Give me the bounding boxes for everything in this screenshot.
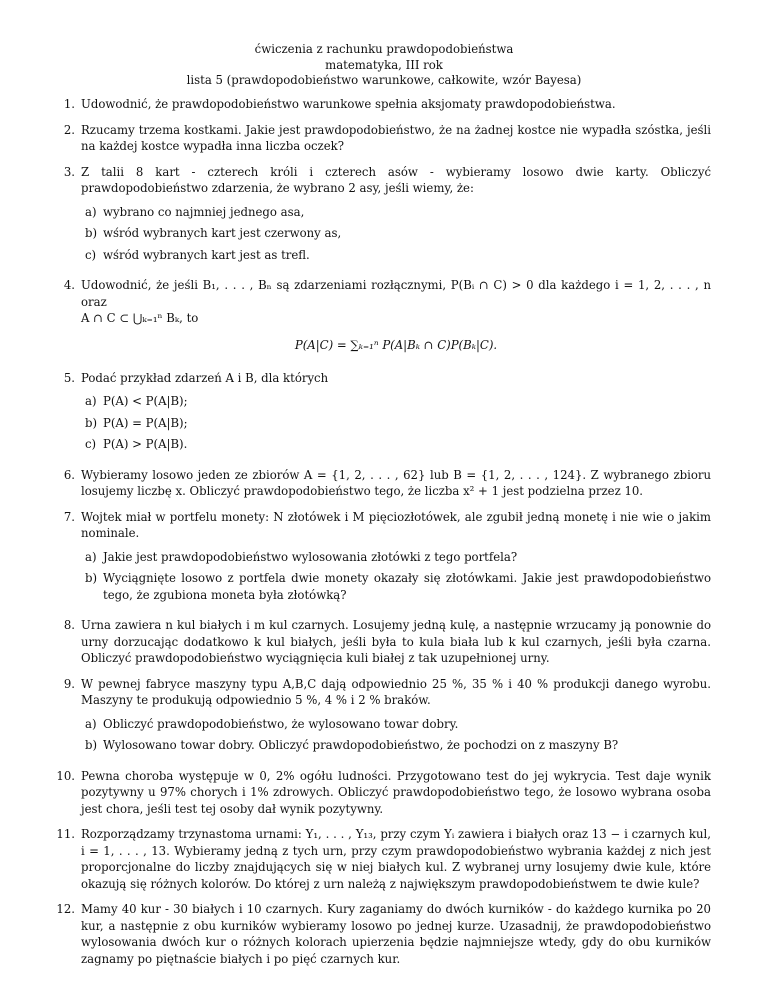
subitem-list bbox=[85, 549, 711, 604]
problem-number: 6. bbox=[63, 467, 75, 482]
problem-7 bbox=[55, 509, 711, 609]
problem-number: 3. bbox=[63, 164, 75, 179]
problem-body bbox=[81, 277, 711, 361]
subitem-list bbox=[85, 204, 711, 264]
subitem-text: Wylosowano towar dobry. Obliczyć prawdopodobieństwo, że pochodzi on z maszyny B? bbox=[103, 738, 619, 752]
problem-text: Mamy 40 kur - 30 białych i 10 czarnych. Kury zaganiamy do dwóch kurników - do każdego kurnika po 20 kur, a następnie z obu kurników wybieramy losowo po jednej kurze. Uzasadnij, że prawdopodobieństwo wylosowania dwóch kur o różnych kolorach upierzenia będzie najmniejsze wtedy, gdy do obu kurników zagnamy po piętnaście białych i po pięć czarnych kur. bbox=[81, 902, 711, 966]
subitem-text: P(A) = P(A|B); bbox=[103, 415, 188, 430]
subitem-text: wśród wybranych kart jest czerwony as, bbox=[103, 226, 342, 240]
problem-12 bbox=[55, 901, 711, 967]
problem-text: W pewnej fabryce maszyny typu A,B,C dają odpowiednio 25 %, 35 % i 40 % produkcji danego wyrobu. Maszyny te produkują odpowiednio 5 %, 4 % i 2 % braków. bbox=[81, 676, 711, 707]
problem-text: Wybieramy losowo jeden ze zbiorów A = {1, 2, . . . , 62} lub B = {1, 2, . . . , 124}. Z wybranego zbioru losujemy liczbę x. Obliczyć prawdopodobieństwo tego, że liczba x² + 1 jest podzielna przez 10. bbox=[81, 467, 711, 498]
problem-body bbox=[81, 164, 711, 269]
problem-4 bbox=[55, 277, 711, 361]
subitem-label: b) bbox=[85, 226, 98, 240]
subitem-b bbox=[85, 570, 711, 603]
problem-text: Udowodnić, że prawdopodobieństwo warunkowe spełnia aksjomaty prawdopodobieństwa. bbox=[81, 97, 616, 111]
problem-text: Rzucamy trzema kostkami. Jakie jest prawdopodobieństwo, że na żadnej kostce nie wypadła szóstka, jeśli na każdej kostce wypadła inna liczba oczek? bbox=[81, 122, 711, 153]
subitem-text: Jakie jest prawdopodobieństwo wylosowania złotówki z tego portfela? bbox=[103, 549, 518, 564]
problem-number: 1. bbox=[63, 97, 75, 111]
problem-3 bbox=[55, 164, 711, 269]
subitem-label: c) bbox=[85, 437, 97, 451]
problem-2 bbox=[55, 122, 711, 155]
subitem-label: a) bbox=[85, 549, 97, 564]
problem-number: 5. bbox=[63, 370, 75, 385]
problem-text: Wojtek miał w portfelu monety: N złotówek i M pięciozłotówek, ale zgubił jedną monetę i nie wie o jakim nominale. bbox=[81, 509, 711, 540]
subitem-text: P(A) > P(A|B). bbox=[103, 437, 188, 451]
subitem-label: a) bbox=[85, 716, 97, 731]
subitem-a bbox=[85, 549, 711, 566]
problem-6 bbox=[55, 467, 711, 500]
subitem-c bbox=[85, 436, 711, 453]
problem-11 bbox=[55, 826, 711, 892]
problem-number: 7. bbox=[63, 509, 75, 524]
subitem-text: Wyciągnięte losowo z portfela dwie monety okazały się złotówkami. Jakie jest prawdopodobieństwo tego, że zgubiona moneta była złotówką? bbox=[103, 571, 711, 602]
problem-10 bbox=[55, 768, 711, 818]
subitem-text: wybrano co najmniej jednego asa, bbox=[103, 204, 305, 219]
problem-text: Urna zawiera n kul białych i m kul czarnych. Losujemy jedną kulę, a następnie wrzucamy ją ponownie do urny dorzucając dodatkowo k kul białych, jeśli była to kula biała lub k kul czarnych, jeśli była czarna. Obliczyć prawdopodobieństwo wyciągnięcia kuli białej z tak uzupełnionej urny. bbox=[81, 618, 711, 665]
problem-number: 11. bbox=[56, 827, 75, 841]
subitem-label: b) bbox=[85, 415, 98, 430]
subitem-c bbox=[85, 247, 711, 264]
problem-text: Podać przykład zdarzeń A i B, dla których bbox=[81, 370, 329, 385]
problem-body bbox=[81, 676, 711, 759]
header-line-1: ćwiczenia z rachunku prawdopodobieństwa bbox=[254, 42, 514, 56]
problem-number: 4. bbox=[63, 278, 75, 292]
subitem-a bbox=[85, 204, 711, 221]
problem-body bbox=[81, 370, 711, 458]
problem-8 bbox=[55, 617, 711, 667]
subitem-text: Obliczyć prawdopodobieństwo, że wylosowano towar dobry. bbox=[103, 716, 459, 731]
problem-text: Pewna choroba występuje w 0, 2% ogółu ludności. Przygotowano test do jej wykrycia. Test daje wynik pozytywny u 97% chorych i 1% zdrowych. Obliczyć prawdopodobieństwo tego, że losowo wybrana osoba jest chora, jeśli test tej osoby dał wynik pozytywny. bbox=[81, 768, 711, 816]
subitem-label: a) bbox=[85, 394, 97, 408]
problem-list bbox=[55, 96, 711, 976]
formula: P(A|C) = ∑ₖ₌₁ⁿ P(A|Bₖ ∩ C)P(Bₖ|C). bbox=[294, 337, 498, 352]
subitem-b bbox=[85, 415, 711, 432]
subitem-text: P(A) < P(A|B); bbox=[103, 394, 188, 408]
problem-number: 2. bbox=[63, 122, 75, 137]
subitem-label: c) bbox=[85, 247, 97, 262]
problem-5 bbox=[55, 370, 711, 458]
header-line-2: matematyka, III rok bbox=[325, 57, 443, 72]
problem-text: Z talii 8 kart - czterech króli i czterech asów - wybieramy losowo dwie karty. Obliczyć prawdopodobieństwo zdarzenia, że wybrano 2 asy, jeśli wiemy, że: bbox=[81, 164, 711, 195]
header-line-3: lista 5 (prawdopodobieństwo warunkowe, całkowite, wzór Bayesa) bbox=[186, 73, 582, 87]
document-header bbox=[0, 42, 768, 89]
problem-text: Udowodnić, że jeśli B₁, . . . , Bₙ są zdarzeniami rozłącznymi, P(Bᵢ ∩ C) > 0 dla każdego i = 1, 2, . . . , n oraz bbox=[81, 278, 711, 309]
subitem-label: b) bbox=[85, 571, 98, 585]
problem-1 bbox=[55, 96, 711, 113]
problem-text-condition: A ∩ C ⊂ ⋃ₖ₌₁ⁿ Bₖ, to bbox=[81, 311, 199, 325]
problem-number: 10. bbox=[56, 768, 75, 783]
problem-9 bbox=[55, 676, 711, 759]
subitem-list bbox=[85, 716, 711, 754]
problem-number: 12. bbox=[56, 902, 75, 916]
problem-text: Rozporządzamy trzynastoma urnami: Y₁, . . . , Y₁₃, przy czym Yᵢ zawiera i białych oraz 13 − i czarnych kul, i = 1, . . . , 13. Wybieramy jedną z tych urn, przy czym prawdopodobieństwo wybrania każdej z nich jest proporcjonalne do liczby znajdujących się w niej białych kul. Z wybranej urny losujemy dwie kule, które okazują się różnych kolorów. Do której z urn należą z największym prawdopodobieństwem te dwie kule? bbox=[81, 827, 711, 891]
subitem-a bbox=[85, 716, 711, 733]
subitem-b bbox=[85, 737, 711, 754]
subitem-a bbox=[85, 393, 711, 410]
problem-body bbox=[81, 509, 711, 609]
subitem-label: a) bbox=[85, 204, 97, 219]
subitem-b bbox=[85, 225, 711, 242]
subitem-label: b) bbox=[85, 738, 98, 752]
subitem-text: wśród wybranych kart jest as trefl. bbox=[103, 247, 310, 262]
problem-number: 9. bbox=[63, 676, 75, 691]
subitem-list bbox=[85, 393, 711, 453]
problem-number: 8. bbox=[63, 618, 75, 632]
